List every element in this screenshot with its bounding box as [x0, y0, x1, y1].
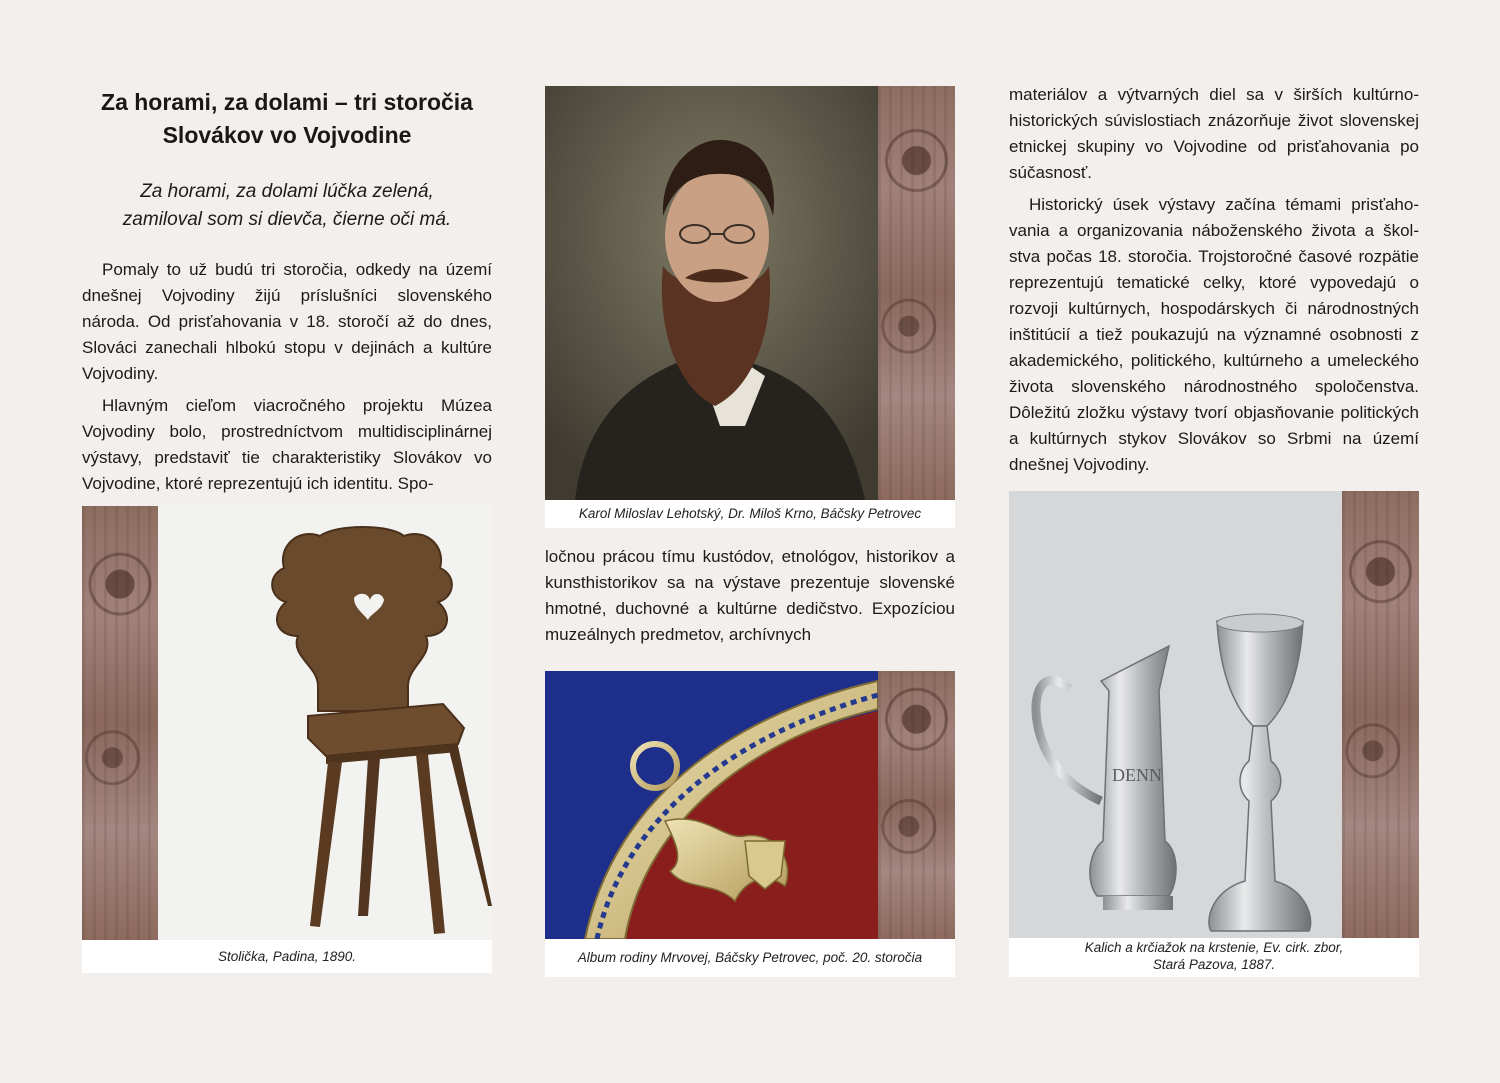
paragraph: Historický úsek výstavy začína témami prisťahovania a organizovania náboženského života a školstva počas 18. storočia. Trojstoročné časové rozpätie reprezentujú tematické celky, ktoré vypovedajú o rozvoji kultúrnych, hospodárskych či národnostných inštitúcií a tiež poukazujú na významné osobnosti z akademického, politického, kultúrneho a umeleckého života slovenského národnostného spoločenstva. Dôležitú zložku výstavy tvorí objasňovanie politických a kultúrnych stykov Slovákov so Srbmi na území dnešnej Vojvodiny. — [1009, 195, 1419, 474]
folk-song-verse — [82, 178, 492, 234]
paragraph: Hlavným cieľom viacročného projektu Múzea Vojvodiny bolo, prostredníctvom multidisciplinárnej výstavy, predstaviť tie charakteristiky Slovákov vo Vojvodine, ktoré reprezentujú ich identitu. Spo- — [82, 396, 492, 493]
paragraph: ločnou prácou tímu kustódov, etnológov, historikov a kunsthistorikov sa na výstave prezentuje slovenské hmotné, duchovné a kultúrne dedičstvo. Expozíciou muzeálnych predmetov, archívnych — [545, 547, 955, 644]
text-column-3 — [1009, 82, 1419, 484]
jug-engraving: DENN — [1112, 765, 1162, 785]
paragraph: Pomaly to už budú tri storočia, odkedy na území dnešnej Vojvodiny žijú príslušníci slovenského národa. Od prisťahovania v 18. storočí až do dnes, Slováci zanechali hlbokú stopu v dejinách a kultúre Vojvodiny. — [82, 260, 492, 383]
paragraph: materiálov a výtvarných diel sa v širších kultúrno-historických súvislostiach znázorňuje život slovenskej etnickej skupiny vo Vojvodine od prisťahovania po súčasnosť. — [1009, 85, 1419, 182]
title-line-2: Slovákov vo Vojvodine — [162, 122, 412, 148]
chalice-jug-photo — [1009, 491, 1342, 939]
portrait-caption: Karol Miloslav Lehotský, Dr. Miloš Krno, Báčsky Petrovec — [545, 500, 955, 528]
verse-line-2: zamiloval som si dievča, čierne oči má. — [122, 209, 452, 230]
chair-caption: Stolička, Padina, 1890. — [82, 940, 492, 973]
wood-carving-panel — [1342, 491, 1419, 939]
album-photo — [545, 671, 878, 939]
portrait-painting — [545, 86, 878, 500]
figure-chair — [82, 506, 492, 973]
wood-carving-panel — [82, 506, 158, 940]
chalice-caption-line-2: Stará Pazova, 1887. — [1152, 957, 1276, 972]
chalice-caption — [1009, 938, 1419, 977]
article-title — [82, 86, 492, 152]
figure-album — [545, 671, 955, 977]
wood-carving-panel — [878, 671, 955, 939]
title-line-1: Za horami, za dolami – tri storočia — [101, 89, 473, 115]
verse-line-1: Za horami, za dolami lúčka zelená, — [140, 181, 434, 202]
figure-portrait — [545, 86, 955, 528]
wood-carving-panel — [878, 86, 955, 500]
text-column-1 — [82, 257, 492, 503]
album-caption: Album rodiny Mrvovej, Báčsky Petrovec, poč. 20. storočia — [545, 939, 955, 977]
chair-photo — [158, 506, 492, 940]
chalice-caption-line-1: Kalich a krčiažok na krstenie, Ev. cirk. zbor, — [1084, 940, 1344, 955]
text-column-2 — [545, 544, 955, 654]
figure-chalice — [1009, 491, 1419, 977]
